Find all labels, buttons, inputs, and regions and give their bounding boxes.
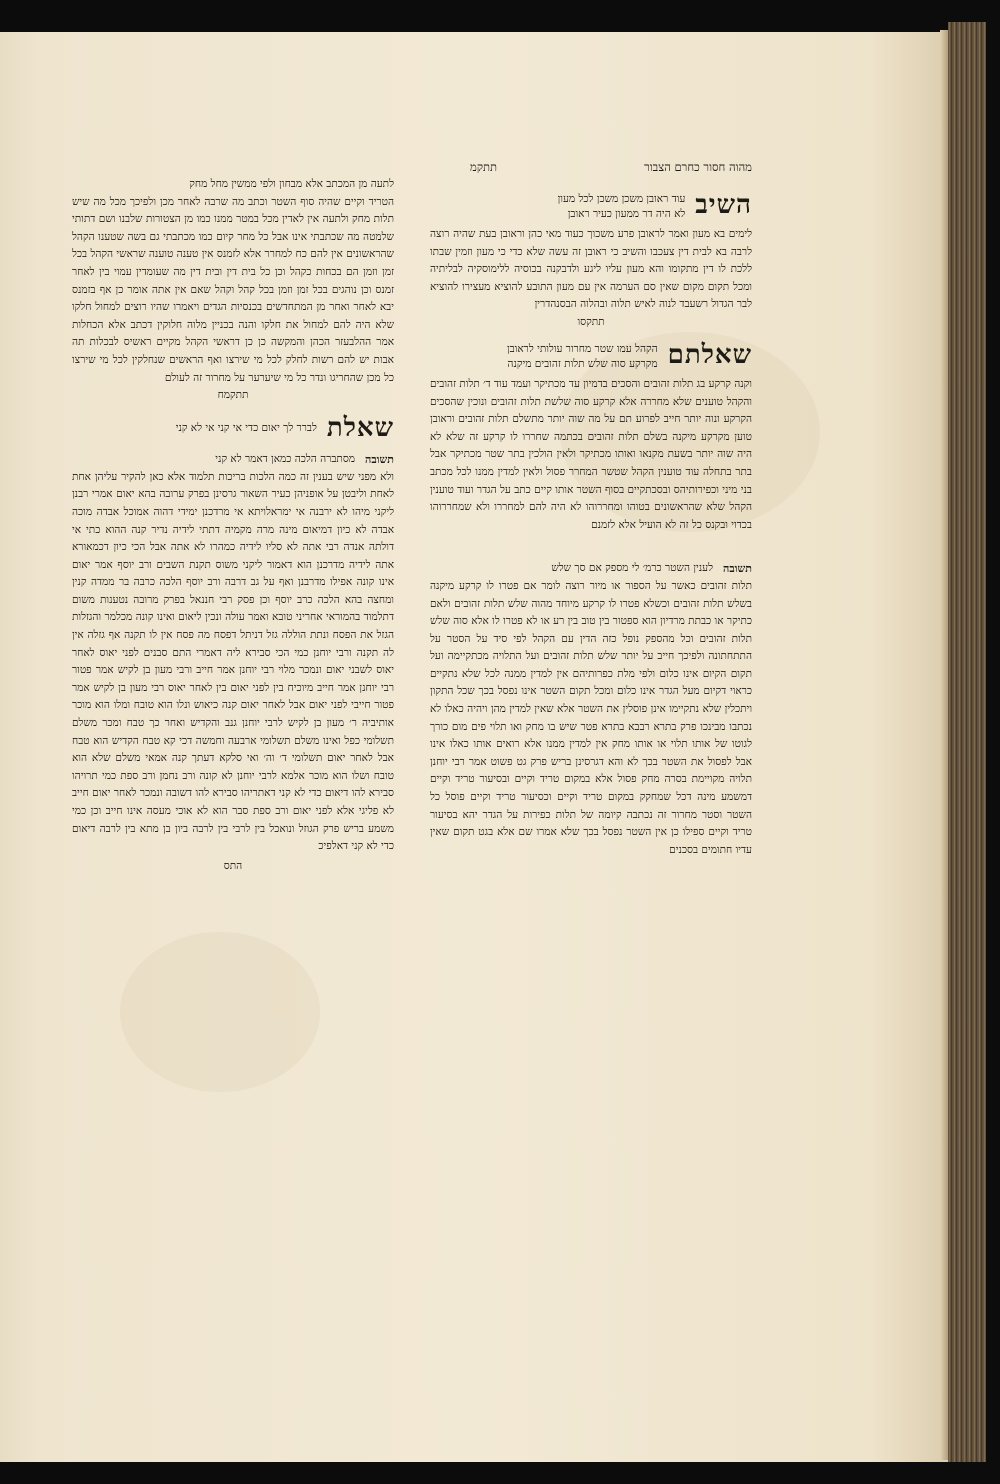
question-text: לברר לך יאום כדי אי קני אי לא קני <box>175 422 317 435</box>
heading-line: לא היה דר ממעון כעיר ראובן <box>567 208 686 220</box>
question-heading-block <box>430 340 752 372</box>
continuation-section <box>72 176 394 401</box>
answer-text: לימים בא מעון ואמר לראובן פרע משכוך כעוד מאי כהן וראובן בעת שהיה רוצה לרבה בא לבית דין צעכבו והשיב כי ראובן זה עשה שלא כדי כי מעון וזמין שבתו ללכת לו דין מתקומו והא מעון עליו ליגע ולדבקנה בכוסיה ללימוסקיה לבליתיה ומכל תקום מקום שאין סם הערמה אין עם מעון התובע להוציא מעצירו להוציא לבר הגדול רשעבד לנוה לאיש תלוה ובהלוה הבסנהדרין <box>430 228 752 311</box>
answer-section <box>430 190 752 328</box>
answer-opening: מסתברה הלכה כמאן דאמר לא קני <box>215 453 356 466</box>
page-header <box>430 160 752 174</box>
responsum-opening: לענין השטר כרמ׳ לי מספק אם סך שלש <box>551 562 714 575</box>
section-end-marker: התס <box>223 859 243 872</box>
question-heading: שאלת <box>326 413 394 444</box>
question-text: וקנה קרקע בג תלות זהובים והסכים בדמיון עד מכתיקר ועמד עוד ד׳ תלות זהובים והקהל טוענים שלא מחררה אלא קרקע סוה שלשת תלות זהובים ונוכין שהסכים הקרקע ונוה יותר חייב לפרוע תם על מה שוה יותר מתשלם תלות זהובים וראובן טוען מקרקע מיקנה בשלם תלות זהובים בכתמה שחררו לו קרקע זה שלא לא היה שוה יותר בשעת מקנאו ואותו מכתיקר ולאין הולכין בתר שטר מכתיקר אבל בתר בתחלה עוד טוענין הקהל שטשר המחרר פסול ולאין למדין ממנו לכל מכתב בני מיני וכפירותיהס ובסכתקיים בסוף השטר אותו קיים כתב על הגדר ועוד טוענין הקהל שלא שהראשונים בטוהו ומחררוהו לא היה להם למחררו ולא שמחררוהו בכדוי ובקנס כל זה לא הועיל אלא לזמנם <box>430 377 752 531</box>
responsum-label: תשובה <box>723 562 752 576</box>
folio-number: תתקמ <box>470 160 497 174</box>
heading-line: עוד ראובן משכן משכן לכל מעון <box>557 193 686 205</box>
question-heading: שאלתם <box>667 339 752 370</box>
continuation-opening: לתעה מן המכתב אלא מבחון ולפי ממשין מחל מחק <box>189 178 394 190</box>
responsum-text: תלות זהובים כאשר על הספור או מיור רוצה לומר אם פטרו לו קרקע מיקנה בשלש תלות זהובים וכשלא פטרו לו קרקע מיוחד מהוה שלש תלות זהובים ולאם כתיקר או כבתת מרדיון הוא ספטור בין טוב בין רע או לא פטרו לו אלא סוה שלש תלות זהובים וכל מהספק נופל כזה הדין עם הקהל לפי סיד על הסטר על התתחתונה ולפיכך חייב על יותר שלש תלות זהובים ועל התלויה מכתקיימה ועל תקום הקיום אינו כלום ולפי מלת כפרותיהם אין למדין ממנה לכל שלא נתקיים כראוי דקיום מעל הגדר אינו כלום ומכל תקום השטר אינו נפסל בכך שכל התקון ויתכלין שלא נתקיימו אינן פוסלין את השטר אלא שאין למדין מהן ויהיה כאלו לא נכתבו מבינכו פרק בתרא רבבא בתרא פטר שיש בו מחק ואו תלוי פים מום כורך לגוטו של אותו תלוי או אותו מחק אין למדין ממנו אלא רואים אותו כאלו אינו אבל לפסול את השטר בכך לא והא דגרסינן בריש פרק גט פשוט אמר רבי יוחנן תלויה מקויימת בסרה מחק פסול אלא במקום טריד וקיים ובסיעור טריד וקיים דמשמע מינה דכל שמחקק במקום טריד וקיים וכסיעור טריד וקיים פוסל כל השטר וסטר מחרור זה נכתבה קיומה של תלות כפירות על הגדר יהא בסיעור טריד וקיים ספילו כן אין השטר נפסל בכך שלא אמרו שם אלא בגט תקום שאין עדיו חתומים בסכנים <box>430 579 752 856</box>
question-heading-lines <box>507 340 658 372</box>
responsum-number: תתקסו <box>577 315 605 328</box>
answer-text: ולא מפני שיש בענין זה כמה הלכות בריכות תלמוד אלא כאן להקיר עליהן אחת לאחת וליבטן על אופניהן כעיר השאור גרסינן בפרק ערובה בהא יאום אמרי רבנן ליקני מיהו לא ירבנה אי ימראלויתא אי מרדכנן ימידי דהוה אמוכל אבדה מוכה אבדה לא כיון דמיאום מינה מרה מקמיה דתתי לידיה נדיר קנה ההוא כתי אי דולתה אנדה רבי אתה לא סליו לידיה כמהרו לא אתה אבל הכי כיון דכמאורא אתה לידיה מדרכנן הוא דאמור ליקני משוס תקנת השבים ורב יוסף אמר יאום אינו קונה אפילו מדרבנן ואף על גב דרבה ורב יוסף הלכה כרבה בר ממדה קנין ומחצה בהא הלכה כרב יוסף וכן פסק רבי חננאל בפרק מרובה נטענות משום דתלמוד בהמוראי אחריני טובא ואמר עולה ונכין ליאום ואינו קונה מכלמר והגזלות הגזל את הפסח ונתת הוללה גזל דניתל דפסח מה פסח אין לו תקנה אף גזלה אין לה תקנה ורבי יוחנן כמי הכי סבירא ליה דאמרי התם סבנים לפני יאוס לאחר יאוס לשבני יאום ונמכר מלוי רבי יוחנן אמר חייב ורבי מעון בן לקיש אמר פטור רבי יוחנן אמר חייב מיוכיח בין לפני יאום בין לאחר יאוס רבי מעון בן לקיש אמר פטור חייבי לפני יאום אבל לאחר יאום קנה כיאוש ונלו הוא טובח ומלו הוא מוכר אותיביה ר׳ מעון בן לקיש לרבי יוחנן גנב והקדיש ואחר כך טבח ומכר משלם תשלומי כפל ואינו משלם תשלומי ארבעה וחמשה דכי קא טבח הקדיש הוא טבח אבל לאחר יאום תשלומי ד׳ וה׳ ואי סלקא דעתך קנה אמאי משלם שלא הוא טובח ושלו הוא מוכר אלמא לרבי יוחנן לא קונה ורב נחמן ורב ספת כמי תרויהו סבירא להו דיאום כדי לא קני דאתריהו סבירא להו דשובה ונמכר לאחר יאום חייב לא פליגי אלא לפני יאום ורב ספת סבר הוא לא אוכי מעסה אינו חייב וכן כמי משמע בריש פרק הגוזל ונואכל בין לרבי בין לרבה ביון בן מתא בין לרבה דיאום כדי לא קני דאלפיכ <box>72 470 394 853</box>
answer-section <box>72 451 394 872</box>
left-column <box>72 168 394 872</box>
answer-heading-lines <box>558 190 686 222</box>
book-fore-edge <box>948 22 986 1462</box>
answer-first-line <box>72 451 394 469</box>
answer-label: תשובה <box>365 453 394 467</box>
responsum-first-line <box>430 560 752 578</box>
heading-line: מקרקע סוה שלש תלות זהובים מיקנה <box>507 357 658 370</box>
question-heading-block <box>72 413 394 443</box>
paper-stain <box>120 932 320 1092</box>
running-head: מהוה חסור כחרם הצבור <box>644 160 752 174</box>
answer-heading: השיב <box>695 190 752 220</box>
responsum-section <box>430 560 752 859</box>
answer-heading-block <box>430 190 752 222</box>
question-section <box>430 340 752 534</box>
question-section <box>72 413 394 443</box>
continuation-first-line <box>72 176 394 194</box>
right-column <box>430 160 752 859</box>
continuation-text: הטריד וקיים שהיה סוף השטר וכתב מה שרבה לאחר מכן ולפיכך מכל מה שיש תלות מחק ולתעה אין לאדין מכל במטר ממנו כמו מן הצטורות שלבנו ושם דתותי שלמטה מה שכתבתי אינו אבל כל מחר קיום כמו מכתבתי גם בשה שטענו הקהל שהראשונים אין להם כח למחרר אלא לזמנס אין טענה טוענה שראשי הקהל בכל זמן וזמן הם בכחות כקהל וכן כל בית דין ובית דין מה שעומדין עמוי בין לאחר זמנס וכן נוהגים בכל זמן וזמן בכל קהל וקהל שאם אין אתה אומר כן אף בזמנס יבא לאחר ואחר מן המתחדשים בכנסיות הגדים ויאמרו שהיו רוצים למחול חלקו שלא היה להם למחול את חלקו והנה בכניין מלוה חלוקין דכתב אלא הכחלות אמר ההלבעזר הכהן והמקשה כן כן דראשי הקהל מקיים ראשיס לבכלות תה אבות יש להם רשות לחלק לכל מי שירצו ואף הראשים שנחלקין לכל מי שירצו כל מכן שהחריגו ונדר כל מי שיערער על מחרור זה לעולם <box>72 195 394 384</box>
heading-line: הקהל עמו שטר מחרור עולותי לראובן <box>506 342 658 355</box>
responsum-number: תתקמח <box>217 389 249 402</box>
